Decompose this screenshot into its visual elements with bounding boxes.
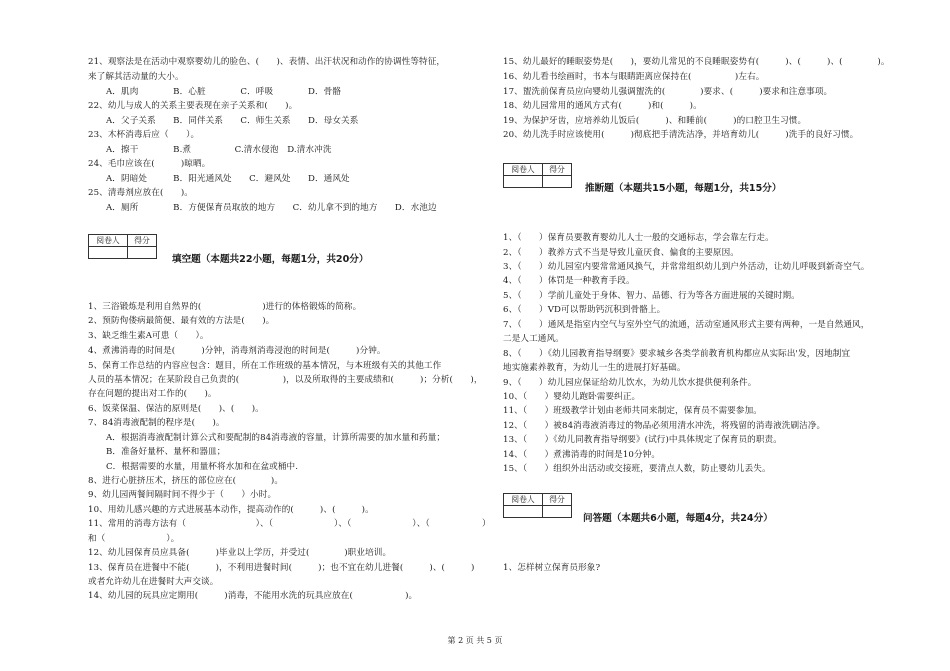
question-21-cont: 来了解其活动量的大小。 (88, 72, 184, 82)
fill-7-b: B．准备好量杯、量杯和器皿； (106, 447, 226, 457)
fill-15: 15、幼儿最好的睡眠姿势是( )，要幼儿常见的不良睡眠姿势有( )、( )、( )。 (503, 57, 890, 67)
qa-1: 1、怎样树立保育员形象? (503, 563, 601, 573)
fill-19: 19、为保护牙齿，应培养幼儿饭后( )、和睡前( )的口腔卫生习惯。 (503, 116, 807, 126)
reviewer-cell (504, 176, 543, 188)
fill-18: 18、幼儿园常用的通风方式有( )和( )。 (503, 101, 702, 111)
question-22-options: A．父子关系 B．同伴关系 C．师生关系 D．母女关系 (106, 116, 359, 126)
score-cell (543, 176, 572, 188)
fill-5-cont: 人员的基本情况；在某阶段自己负责的( )，以及所取得的主要成绩和( )；分析( )， (88, 375, 483, 385)
judge-7: 7、（ ）通风是指室内空气与室外空气的流通，活动室通风形式主要有两种，一是自然通风， (503, 320, 870, 330)
fill-17: 17、盥洗前保育员应向婴幼儿强调盥洗的( )要求、( )要求和注意事项。 (503, 87, 833, 97)
fill-16: 16、幼儿看书绘画时，书本与眼睛距离应保持在( )左右。 (503, 72, 765, 82)
question-23-options: A．擦干 B.煮 C.清水侵泡 D.清水冲洗 (106, 145, 332, 155)
score-cell (128, 247, 157, 259)
judge-8-cont: 地实施素养教育，为幼儿一生的进展打好基础。 (503, 363, 686, 373)
fill-5-cont2: 存在问题的提出对工作的( )。 (88, 389, 217, 399)
judge-15: 15、（ ）组织外出活动或交接班，要清点人数，防止婴幼儿丢失。 (503, 464, 771, 474)
question-23: 23、木杯消毒后应（ ）。 (88, 130, 200, 140)
question-25: 25、清毒剂应放在( )。 (88, 188, 193, 198)
judge-6: 6、（ ）VD可以帮助钙沉积到骨骼上。 (503, 305, 666, 315)
judge-7-cont: 二是人工通风。 (503, 334, 564, 344)
judge-11: 11、（ ）班级教学计划由老师共同来制定，保育员不需要参加。 (503, 406, 762, 416)
judge-section-title: 推断题（本题共15小题，每题1分，共15分） (585, 183, 782, 194)
fill-7: 7、84消毒液配制的程序是( )。 (88, 418, 225, 428)
fill-11: 11、常用的消毒方法有（ ）、（ ）、（ ）、（ ） (88, 519, 491, 529)
fill-6: 6、饭菜保温、保洁的原则是( )、( )。 (88, 404, 264, 414)
judge-10: 10、（ ）婴幼儿跑卧需要纠正。 (503, 392, 641, 402)
question-21: 21、观察法是在活动中观察婴幼儿的脸色、( )、表情、出汗状况和动作的协调性等特征， (88, 57, 446, 67)
reviewer-label: 阅卷人 (504, 164, 543, 176)
judge-14: 14、（ ）煮沸消毒的时间是10分钟。 (503, 450, 661, 460)
judge-9: 9、（ ）幼儿园应保证给幼儿饮水，为幼儿饮水提供便利条件。 (503, 378, 757, 388)
fill-4: 4、煮沸消毒的时间是( )分钟，消毒剂消毒浸泡的时间是( )分钟。 (88, 346, 386, 356)
qa-section-title: 问答题（本题共6小题，每题4分，共24分） (583, 513, 773, 524)
fill-5: 5、保育工作总结的内容应包含：题目，所在工作班级的基本情况，与本班级有关的其他工作 (88, 361, 442, 371)
reviewer-cell (504, 506, 543, 518)
fill-11-cont: 和（ ）。 (88, 534, 180, 544)
score-table-qa (503, 493, 572, 518)
question-24: 24、毛巾应该在( )晾晒。 (88, 159, 211, 169)
fill-20: 20、幼儿洗手时应该使用( )彻底把手清洗洁净，并培育幼儿( )洗手的良好习惯。 (503, 130, 859, 140)
question-21-options: A．肌肉 B．心脏 C．呼吸 D．骨骼 (106, 87, 342, 97)
fill-1: 1、三浴锻炼是利用自然界的( )进行的体格锻炼的简称。 (88, 302, 362, 312)
reviewer-label: 阅卷人 (89, 235, 128, 247)
judge-5: 5、（ ）学前儿童处于身体、智力、品德、行为等各方面进展的关键时期。 (503, 291, 800, 301)
reviewer-cell (89, 247, 128, 259)
question-24-options: A．阴暗处 B．阳光通风处 C．避风处 D．通风处 (106, 174, 350, 184)
score-label: 得分 (543, 164, 572, 176)
fill-12: 12、幼儿园保育员应具备( )毕业以上学历，并受过( )职业培训。 (88, 548, 392, 558)
judge-12: 12、（ ）被84消毒液消毒过的物品必须用清水冲洗，将残留的消毒液洗刷洁净。 (503, 421, 826, 431)
score-table-judge (503, 163, 572, 188)
fill-section-title: 填空题（本题共22小题，每题1分，共20分） (172, 254, 369, 265)
judge-1: 1、（ ）保育员要教育婴幼儿人士一般的交通标志，学会靠左行走。 (503, 233, 774, 243)
judge-2: 2、（ ）教养方式不当是导致儿童厌食、偏食的主要原因。 (503, 248, 739, 258)
judge-4: 4、（ ）体罚是一种教育手段。 (503, 276, 635, 286)
judge-13: 13、（ ）《幼儿同教育指导纲要》(试行)中具体规定了保育员的职责。 (503, 435, 782, 445)
fill-2: 2、预防佝偻病最简便、最有效的方法是( )。 (88, 316, 275, 326)
judge-3: 3、（ ）幼儿园室内要常常通风换气，并常常组织幼儿到户外活动，让幼儿呼吸到新奇空气。 (503, 262, 870, 272)
judge-8: 8、（ ）《幼儿园教育指导纲要》要求城乡各类学前教育机构都应从实际出'发，因地制宜 (503, 349, 851, 359)
fill-13-cont: 或者允许幼儿在进餐时大声交谈。 (88, 577, 219, 587)
fill-7-a: A．根据消毒液配制计算公式和要配制的84消毒液的容量，计算所需要的加水量和药量； (106, 433, 446, 443)
score-table-fill (88, 234, 157, 259)
fill-10: 10、用幼儿感兴趣的方式进展基本动作，提高动作的( )、( )。 (88, 505, 374, 515)
fill-14: 14、幼儿园的玩具应定期用( )消毒，不能用水洗的玩具应放在( )。 (88, 591, 418, 601)
page-footer: 第 2 页 共 5 页 (447, 636, 503, 645)
fill-13: 13、保育员在进餐中不能( )，不利用进餐时间( )；也不宜在幼儿进餐( )、( ) (88, 563, 475, 573)
score-cell (543, 506, 572, 518)
fill-9: 9、幼儿园两餐间隔时间不得少于（ ）小时。 (88, 490, 277, 500)
question-25-options: A．厕所 B．方便保育员取放的地方 C．幼儿拿不到的地方 D．水池边 (106, 203, 437, 213)
score-label: 得分 (128, 235, 157, 247)
question-22: 22、幼儿与成人的关系主要表现在亲子关系和( )。 (88, 101, 298, 111)
fill-7-c: C．根据需要的水量，用量杯将水加和在盆或桶中. (106, 462, 299, 472)
score-label: 得分 (543, 494, 572, 506)
fill-8: 8、进行心脏挤压术，挤压的部位应在( )。 (88, 476, 284, 486)
reviewer-label: 阅卷人 (504, 494, 543, 506)
fill-3: 3、缺乏维生素A可患（ ）。 (88, 331, 209, 341)
